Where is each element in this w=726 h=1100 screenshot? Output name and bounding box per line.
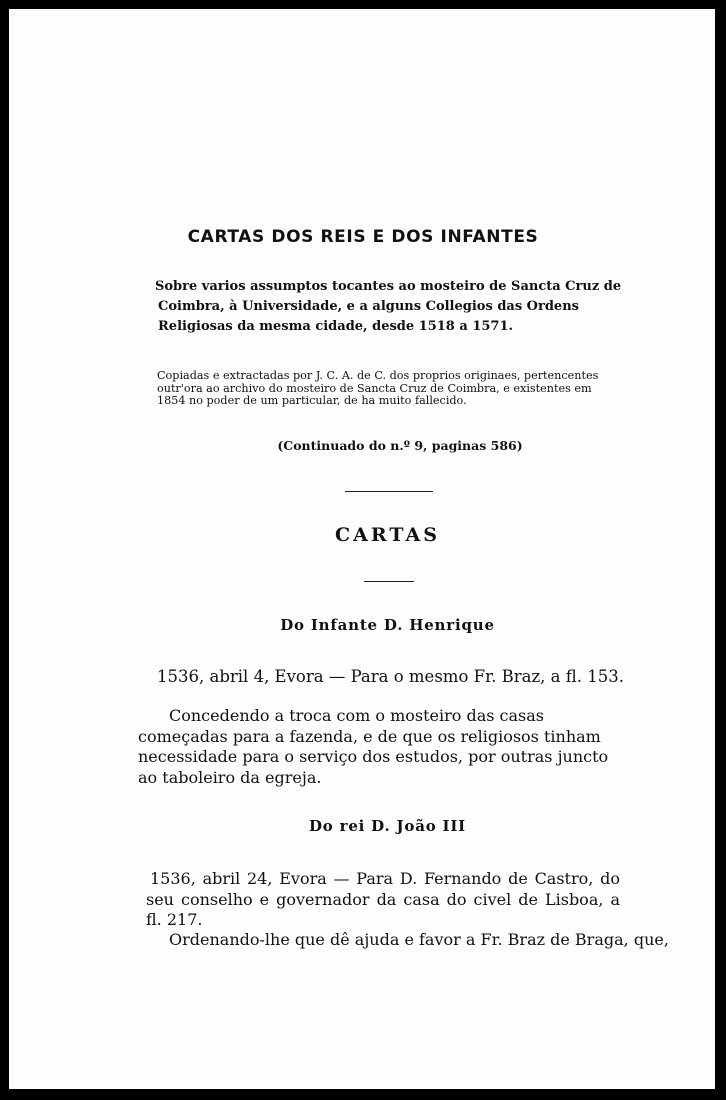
separator-rule [364,581,414,582]
letter-summary: Ordenando-lhe que dê ajuda e favor a Fr. Braz de Braga, que, [169,930,669,949]
section-title: CARTAS [335,524,440,546]
document-title: CARTAS DOS REIS E DOS INFANTES [187,227,539,247]
letter-summary: Concedendo a troca com o mosteiro das casas começadas para a fazenda, e de que os religiosos tinham necessidade para o serviço dos estudos, por outras juncto ao taboleiro da egreja. [138,706,609,787]
letter-dateline: 1536, abril 4, Evora — Para o mesmo Fr. Braz, a fl. 153. [157,667,624,686]
letter-dateline: 1536, abril 24, Evora — Para D. Fernando de Castro, do seu conselho e governador da casa do civel de Lisboa, a fl. 217. [146,869,620,929]
group-heading: Do Infante D. Henrique [280,616,495,634]
separator-rule [345,491,433,492]
subtitle: Sobre varios assumptos tocantes ao mosteiro de Sancta Cruz de Coimbra, à Universidade, e a alguns Collegios das Ordens Religiosas da mesma cidade, desde 1518 a 1571. [155,279,622,334]
continuation-note: (Continuado do n.º 9, paginas 586) [277,438,523,453]
group-heading: Do rei D. João III [308,817,467,835]
provenance-note: Copiadas e extractadas por J. C. A. de C. dos proprios originaes, pertencentes outr'ora ao archivo do mosteiro de Sancta Cruz de Coimbra, e existentes em 1854 no poder de um particular, de ha muito fallecido. [157,369,599,407]
